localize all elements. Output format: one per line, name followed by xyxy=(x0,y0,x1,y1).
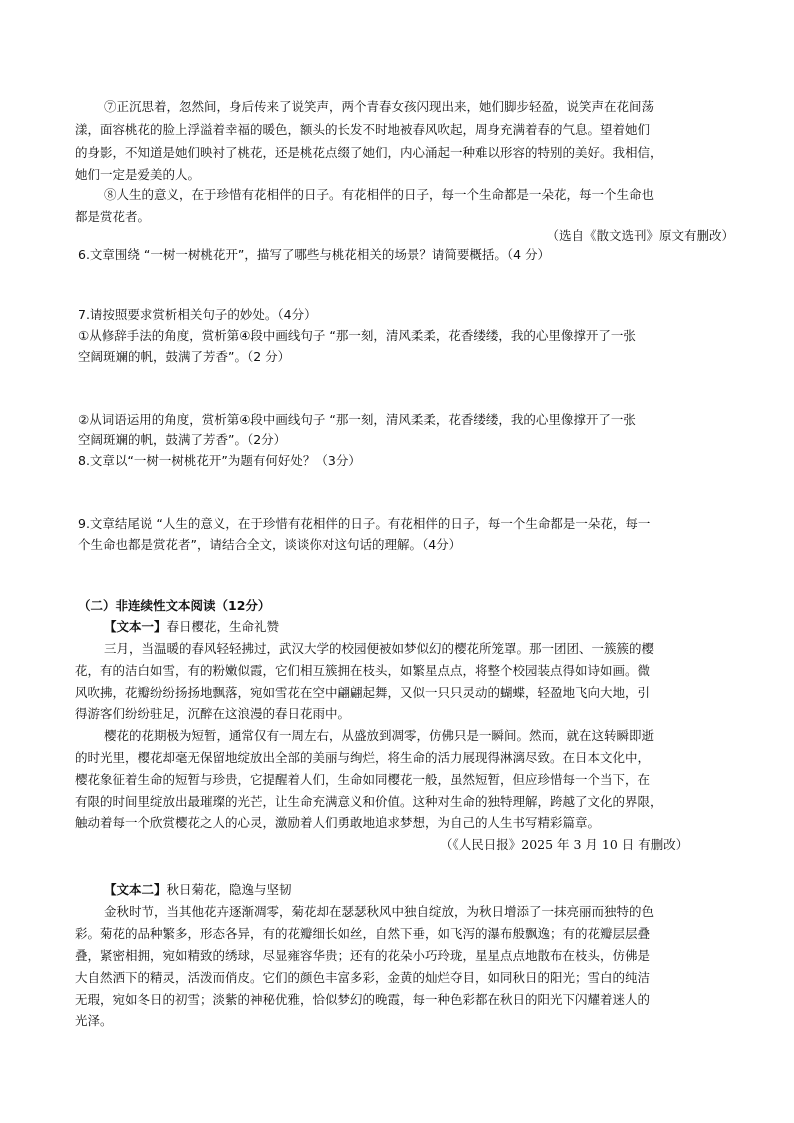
text-one-name: 春日樱花，生命礼赞 xyxy=(166,619,280,634)
question-7-1-line-2: 空阔斑斓的帆，鼓满了芳香”。（2 分） xyxy=(78,349,291,364)
text-two-p1-line-6: 光泽。 xyxy=(75,1013,113,1028)
text-two-p1-line-1: 金秋时节，当其他花卉逐渐凋零，菊花却在瑟瑟秋风中独自绽放，为秋日增添了一抹亮丽而独特的色 xyxy=(104,904,655,919)
text-two-p1-line-2: 彩。菊花的品种繁多，形态各异，有的花瓣细长如丝，自然下垂，如飞泻的瀑布般飘逸；有的花瓣层层叠 xyxy=(75,926,651,941)
text-two-p1-line-5: 无瑕，宛如冬日的初雪；淡紫的神秘优雅，恰似梦幻的晚霞，每一种色彩都在秋日的阳光下闪耀着迷人的 xyxy=(75,992,651,1007)
text-one-p1-line-4: 得游客们纷纷驻足，沉醉在这浪漫的春日花雨中。 xyxy=(75,706,351,721)
text-one-title xyxy=(104,619,279,635)
text-one-p2-line-3: 樱花象征着生命的短暂与珍贵，它提醒着人们，生命如同樱花一般，虽然短暂，但应珍惜每一个当下，在 xyxy=(75,772,651,787)
question-6: 6.文章围绕 “一树一树桃花开”，描写了哪些与桃花相关的场景？请简要概括。（4 分） xyxy=(78,247,551,262)
text-one-p1-line-2: 花，有的洁白如雪，有的粉嫩似霞，它们相互簇拥在枝头，如繁星点点，将整个校园装点得如诗如画。微 xyxy=(75,663,651,678)
section-two-heading: （二）非连续性文本阅读（12分） xyxy=(78,598,271,613)
text-one-source: （《人民日报》2025 年 3 月 10 日 有删改） xyxy=(440,837,689,852)
text-two-p1-line-3: 叠，紧密相拥，宛如精致的绣球，尽显雍容华贵；还有的花朵小巧玲珑，星星点点地散布在枝头，仿佛是 xyxy=(75,948,651,963)
question-7-2-line-1: ②从词语运用的角度，赏析第④段中画线句子 “那一刻，清风柔柔，花香缕缕，我的心里像撑开了一张 xyxy=(78,412,636,427)
source-citation: （选自《散文选刊》原文有删改） xyxy=(546,228,734,243)
text-one-p2-line-4: 有限的时间里绽放出最璀璨的光芒，让生命充满意义和价值。这种对生命的独特理解，跨越了文化的界限， xyxy=(75,794,663,809)
paragraph-8-line-1: ⑧人生的意义，在于珍惜有花相伴的日子。有花相伴的日子，每一个生命都是一朵花，每一个生命也 xyxy=(104,187,655,202)
question-7-heading: 7.请按照要求赏析相关句子的妙处。（4分） xyxy=(78,307,317,322)
text-one-p2-line-5: 触动着每一个欣赏樱花之人的心灵，激励着人们勇敢地追求梦想，为自己的人生书写精彩篇章。 xyxy=(75,815,601,830)
text-two-title xyxy=(104,882,292,898)
text-one-label: 【文本一】 xyxy=(104,619,167,634)
question-9-line-1: 9.文章结尾说 “人生的意义，在于珍惜有花相伴的日子。有花相伴的日子，每一个生命都是一朵花，每一 xyxy=(78,516,651,531)
text-one-p2-line-1: 樱花的花期极为短暂，通常仅有一周左右，从盛放到凋零，仿佛只是一瞬间。然而，就在这转瞬即逝 xyxy=(104,728,655,743)
text-one-p2-line-2: 的时光里，樱花却毫无保留地绽放出全部的美丽与绚烂，将生命的活力展现得淋漓尽致。在日本文化中， xyxy=(75,750,651,765)
paragraph-7-line-3: 的身影，不知道是她们映衬了桃花，还是桃花点缀了她们，内心涌起一种难以形容的特别的美好。我相信， xyxy=(75,145,663,160)
text-two-p1-line-4: 大自然洒下的精灵，活泼而俏皮。它们的颜色丰富多彩，金黄的灿烂夺目，如同秋日的阳光；雪白的纯洁 xyxy=(75,970,651,985)
paragraph-7-line-4: 她们一定是爱美的人。 xyxy=(75,167,201,182)
paragraph-7-line-2: 漾，面容桃花的脸上浮溢着幸福的暖色，额头的长发不时地被春风吹起，周身充满着春的气息。望着她们 xyxy=(75,122,651,137)
text-one-p1-line-1: 三月，当温暖的春风轻轻拂过，武汉大学的校园便被如梦似幻的樱花所笼罩。那一团团、一簇簇的樱 xyxy=(104,641,655,656)
text-two-name: 秋日菊花，隐逸与坚韧 xyxy=(166,882,292,897)
paragraph-7-line-1: ⑦正沉思着，忽然间，身后传来了说笑声，两个青春女孩闪现出来，她们脚步轻盈，说笑声在花间荡 xyxy=(104,99,655,114)
text-one-p1-line-3: 风吹拂，花瓣纷纷扬扬地飘落，宛如雪花在空中翩翩起舞，又似一只只灵动的蝴蝶，轻盈地飞向大地，引 xyxy=(75,685,651,700)
paragraph-8-line-2: 都是赏花者。 xyxy=(75,209,151,224)
question-7-2-line-2: 空阔斑斓的帆，鼓满了芳香”。（2分） xyxy=(78,432,287,447)
question-8: 8.文章以“一树一树桃花开”为题有何好处？（3分） xyxy=(78,453,361,468)
question-7-1-line-1: ①从修辞手法的角度，赏析第④段中画线句子 “那一刻，清风柔柔，花香缕缕，我的心里像撑开了一张 xyxy=(78,328,636,343)
text-two-label: 【文本二】 xyxy=(104,882,167,897)
question-9-line-2: 个生命也都是赏花者”，请结合全文，谈谈你对这句话的理解。（4分） xyxy=(78,537,462,552)
